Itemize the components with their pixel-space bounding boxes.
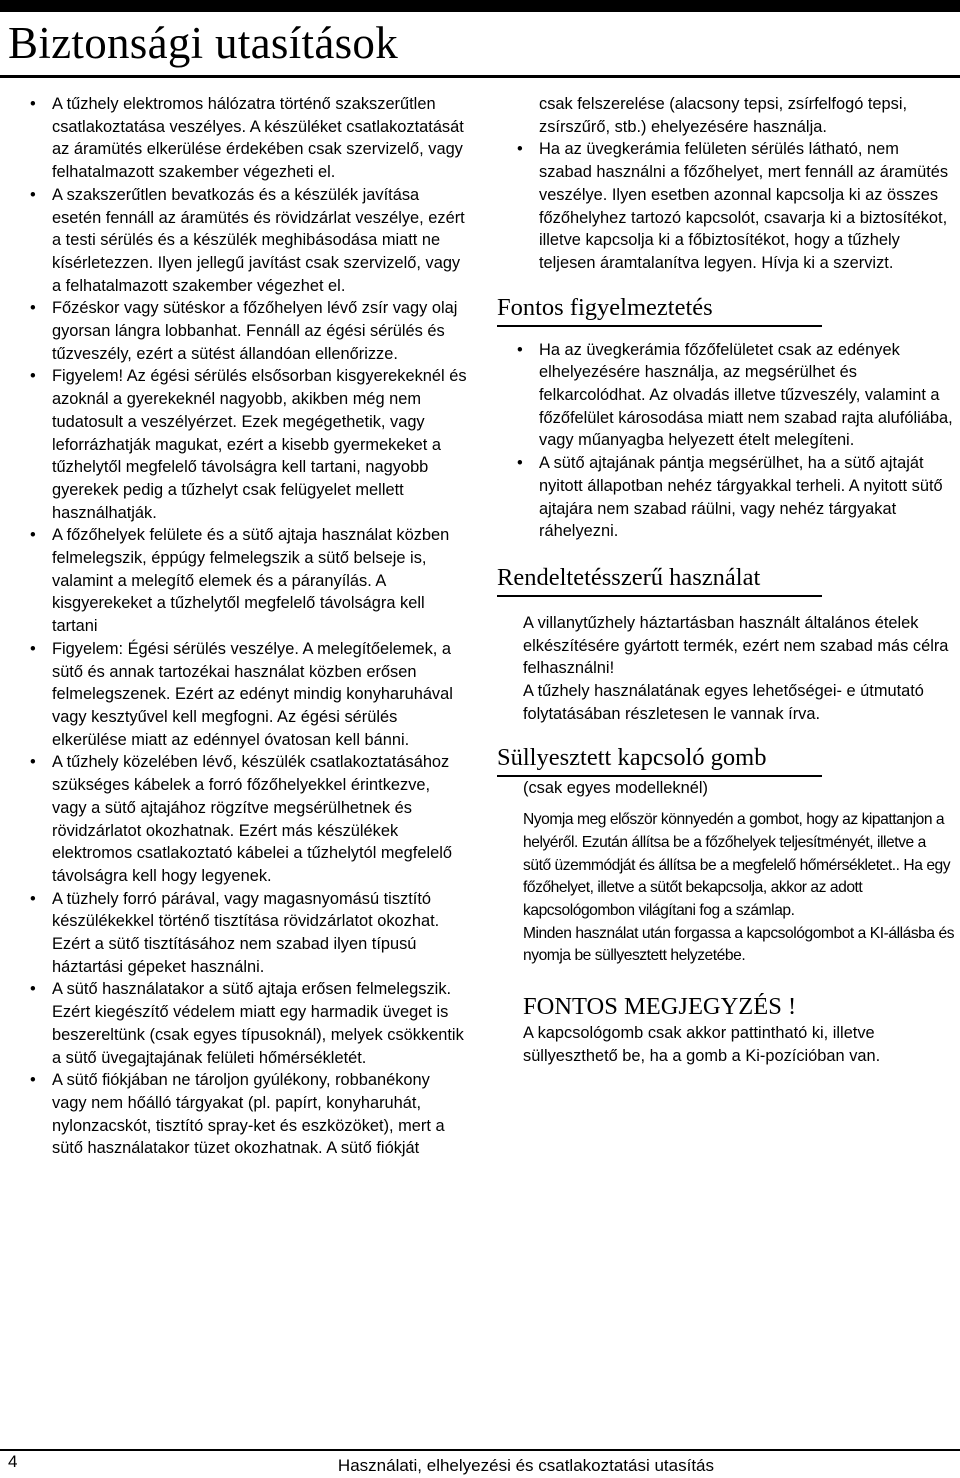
list-item-text: A főzőhelyek felülete és a sütő ajtaja használat közben felmelegszik, éppúgy felmelegszik a sütő belseje is, valamint a melegítő elemek és a páranyílás. A kisgyerekeket a tűzhelytől megfelelő távolságra kell tartani [52, 526, 450, 636]
list-item-text: A tüzhely forró párával, vagy magasnyomású tisztító készülékekkel történő tisztítása rövidzárlatot okozhat. Ezért a sütő tisztításához nem szabad ilyen típusú háztartási gépeket használni. [52, 889, 440, 976]
list-item [28, 978, 468, 1069]
footer-text: Használati, elhelyezési és csatlakoztatási utasítás [337, 1456, 714, 1475]
rendelt-heading: Rendeltetésszerű használat [497, 563, 761, 591]
list-item [28, 1069, 468, 1160]
top-rule [0, 0, 960, 12]
list-item-text: Ha az üvegkerámia felületen sérülés látható, nem szabad használni a főzőhelyet, mert fennáll az áramütés veszélye. Ilyen esetben azonnal kapcsolja ki az összes főzőhelyhez tartozó kapcsolót, csavarja ki a biztosítékot, illetve kapcsolja ki a főbiztosítékot, hogy a tűzhely teljesen áramtalanítva legyen. Hívja ki a szervizt. [539, 140, 949, 272]
sullyesztett-heading: Süllyesztett kapcsoló gomb [497, 744, 767, 772]
list-item-text: A szakszerűtlen bevatkozás és a készülék javítása esetén fennáll az áramütés és rövidzárlat veszélye, ezért a testi sérülés és a készülék meghibásodása miatt ne kísérletezzen. Ilyen jellegű javítást csak szervizelő, vagy a felhatalmazott szakember végezhet el. [52, 185, 465, 295]
list-item-text: A sütő ajtajának pántja megsérülhet, ha a sütő ajtaját nyitott állapotban nehéz tárgyakkal terheli. A nyitott sütő ajtajára nem szabad ráülni, vagy nehéz tárgyakat ráhelyezni. [539, 454, 943, 541]
bullet-icon: • [30, 639, 36, 658]
list-item [28, 751, 468, 887]
sullyesztett-paragraph-1: Nyomja meg először könnyedén a gombot, hogy az kipattanjon a helyéről. Ezután állítsa be a főzőhelyek teljesítményét, illetve a sütő üzemmódját és állítsa be a megfelelő hőmérsékletet.. Ha egy főzőhelyet, illetve a sütőt bekapcsolja, akkor az adott kapcsológombon világítani fog a számlap. [523, 811, 951, 919]
fontos-bullet-list [497, 339, 955, 543]
list-item [28, 93, 468, 184]
note-heading: FONTOS MEGJEGYZÉS ! [523, 993, 797, 1021]
list-item-text: A sütő fiókjában ne tároljon gyúlékony, robbanékony vagy nem hőálló tárgyakat (pl. papírt, konyharuhát, nylonzacskót, tisztító spray-ket és eszközöket), mert a sütő használatakor tüzet okozhatnak. A sütő fiókját [52, 1071, 445, 1158]
list-item-text: A tűzhely közelében lévő, készülék csatlakoztatásához szükséges kábelek a forró főzőhelyekkel érintkezve, vagy a sütő ajtajához rögzítve megsérülhetnek és rövidzárlatot okozhatnak. Ezért más készülékek elektromos csatlakoztató kábelei a tűzhelytól megfelelő távolságra kell hogy legyenek. [52, 753, 452, 885]
list-item [28, 524, 468, 638]
list-item [28, 365, 468, 524]
title-rule [0, 75, 960, 78]
bullet-icon: • [30, 1071, 36, 1090]
list-item [28, 888, 468, 979]
right-bullet-list [497, 138, 955, 274]
page-number: 4 [8, 1452, 18, 1471]
bullet-icon: • [30, 980, 36, 999]
bullet-icon: • [30, 367, 36, 386]
bullet-icon: • [30, 889, 36, 908]
list-item [497, 339, 955, 453]
left-bullet-list [28, 93, 468, 1160]
left-column [28, 93, 468, 1160]
sullyesztett-paragraph-2: Minden használat után forgassa a kapcsológombot a KI-állásba és nyomja be süllyesztett helyzetébe. [523, 924, 955, 965]
list-item-text: Figyelem! Az égési sérülés elsősorban kisgyerekeknél és azoknál a gyerekeknél nagyobb, akikben még nem tudatosult a veszélyérzet. Ezek megégethetik, vagy leforrázhatják magukat, ezért a kisebb gyermekeket a tűzhelytől megfelelő távolságra kell tartani, nagyobb gyerekek pedig a tűzhelyt csak felügyelet mellett használhatják. [52, 367, 467, 522]
bullet-icon: • [517, 340, 523, 359]
list-item-text: A tűzhely elektromos hálózatra történő szakszerűtlen csatlakoztatása veszélyes. A készüléket csatlakoztatását az áramütés elkerülése érdekében csak szervizelő, vagy felhatalmazott szakember végezheti el. [52, 95, 464, 182]
list-item [28, 184, 468, 298]
bottom-rule [0, 1449, 960, 1451]
list-item [497, 138, 955, 274]
page-title: Biztonsági utasítások [8, 18, 399, 68]
rendelt-paragraph-2: A tűzhely használatának egyes lehetőségei- e útmutató folytatásában részletesen le vannak írva. [523, 682, 924, 723]
bullet-icon: • [30, 95, 36, 113]
fontos-heading: Fontos figyelmeztetés [497, 293, 713, 321]
list-item-text: A sütő használatakor a sütő ajtaja erősen felmelegszik. Ezért kiegészítő védelem miatt egy harmadik üveget is beszereltünk (csak egyes típusoknál), melyek csökkentik a sütő üvegajtajának felületi hőmérsékletét. [52, 980, 464, 1067]
list-item-text: Főzéskor vagy sütéskor a főzőhelyen lévő zsír vagy olaj gyorsan lángra lobbanhat. Fennáll az égési sérülés és tűzveszély, ezért a sütést állandóan ellenőrizze. [52, 299, 458, 363]
sullyesztett-subtitle: (csak egyes modelleknél) [523, 779, 708, 798]
bullet-icon: • [30, 299, 36, 318]
list-item-text: Figyelem: Égési sérülés veszélye. A melegítőelemek, a sütő és annak tartozékai használat közben erősen felmelegszenek. Ezért az edényt mindig konyharuhával vagy kesztyűvel kell megfogni. Az égési sérülés elkerülése miatt az edénnyel óvatosan kell bánni. [52, 639, 453, 749]
right-column [497, 93, 955, 1068]
bullet-icon: • [30, 185, 36, 204]
bullet-icon: • [30, 753, 36, 772]
continuation-text: csak felszerelése (alacsony tepsi, zsírfelfogó tepsi, zsírszűrő, stb.) ehelyezésére használja. [539, 95, 908, 136]
list-item-text: Ha az üvegkerámia főzőfelületet csak az edények elhelyezésére használja, az megsérülhet és felkarcolódhat. Az olvadás illetve tűzveszély, valamint a főzőfelület károsodása miatt nem szabad rajta alufóliába, vagy műanyagba helyezett ételt melegíteni. [539, 340, 953, 450]
list-item [28, 297, 468, 365]
bullet-icon: • [517, 454, 523, 473]
list-item [28, 638, 468, 752]
note-text: A kapcsológomb csak akkor pattintható ki, illetve süllyeszthető be, ha a gomb a Ki-pozícióban van. [523, 1024, 881, 1065]
bullet-icon: • [517, 140, 523, 159]
rendelt-paragraph-1: A villanytűzhely háztartásban használt általános ételek elkészítésére gyártott termék, ezért nem szabad más célra felhasználni! [523, 613, 949, 678]
bullet-icon: • [30, 526, 36, 545]
list-item [497, 452, 955, 543]
